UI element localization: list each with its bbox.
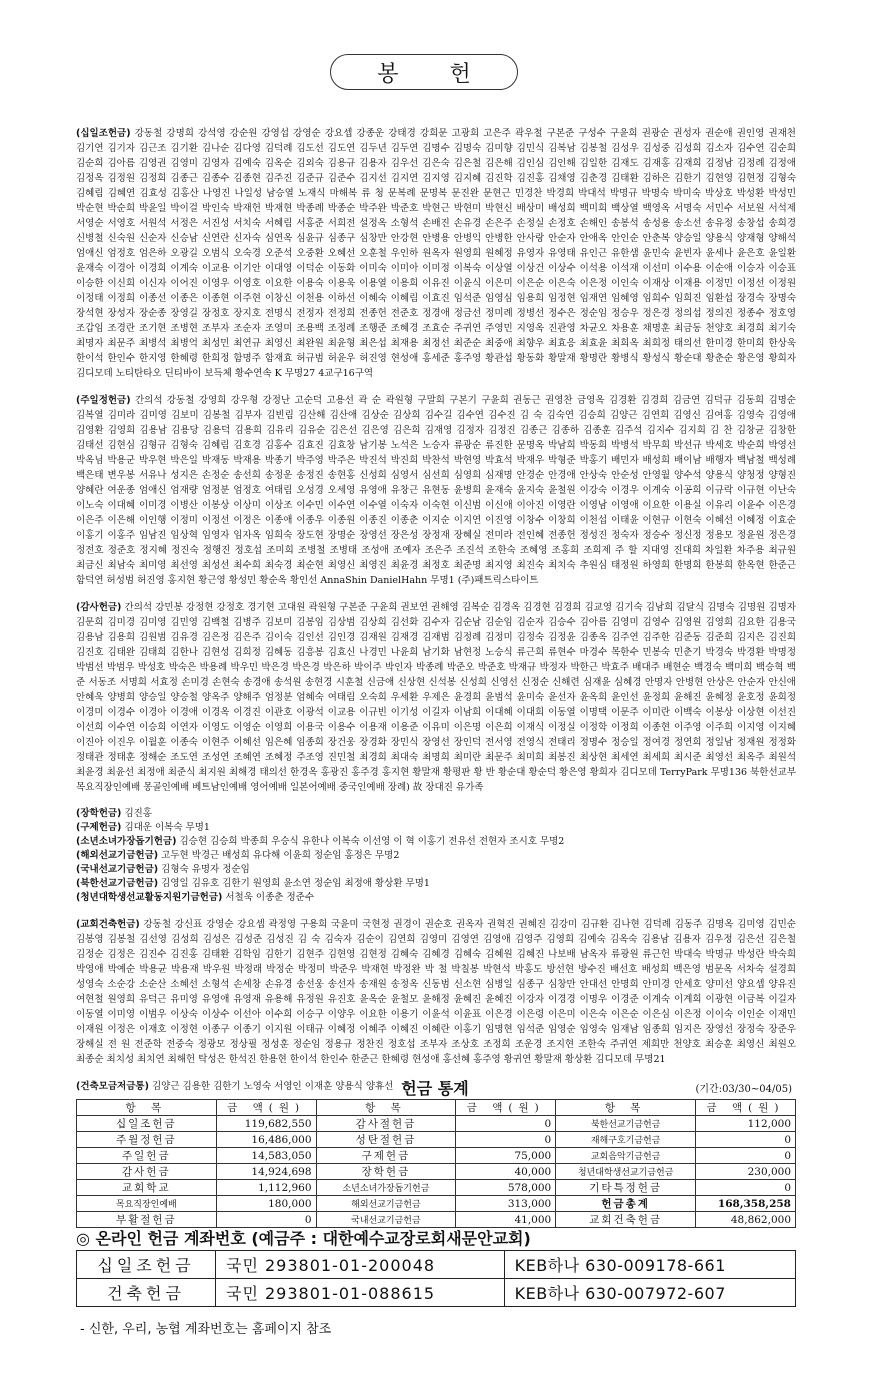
- stat-value: 1,112,960: [216, 1180, 316, 1196]
- category-label: (장학헌금): [76, 808, 122, 819]
- keb-account-number: KEB하나 630-009178-661: [504, 1251, 795, 1279]
- category-label: (감사헌금): [76, 602, 122, 613]
- kb-account-number: 국민 293801-01-200048: [216, 1251, 505, 1279]
- stat-label: 국내선교기금헌금: [316, 1212, 456, 1228]
- stat-value: 119,682,550: [216, 1116, 316, 1132]
- table-header-row: [77, 1100, 796, 1116]
- stat-value: 41,000: [456, 1212, 556, 1228]
- stat-label: 소년소녀가장돕기헌금: [316, 1180, 456, 1196]
- stat-value: 0: [456, 1116, 556, 1132]
- stat-value: 0: [696, 1148, 796, 1164]
- stat-value: 48,862,000: [696, 1212, 796, 1228]
- donor-names: 김형숙 유명자 정순임: [161, 864, 250, 875]
- total-value: 168,358,258: [696, 1196, 796, 1212]
- donor-names: 김진홍: [124, 808, 152, 819]
- list-item: [76, 807, 796, 821]
- stat-value: 40,000: [456, 1164, 556, 1180]
- stats-title: 헌금 통계: [401, 1079, 469, 1098]
- column-header: 금 액(원): [216, 1100, 316, 1116]
- category-label: (교회건축헌금): [76, 919, 140, 930]
- category-label: (소년소녀가장돕기헌금): [76, 836, 177, 847]
- stat-label: 감사헌금: [77, 1164, 217, 1180]
- stat-value: 230,000: [696, 1164, 796, 1180]
- account-table: [76, 1250, 796, 1307]
- list-item: [76, 891, 796, 905]
- table-row: [77, 1196, 796, 1212]
- table-row: [77, 1132, 796, 1148]
- donor-names: 김영일 김유호 김한기 원영희 윤소연 정순임 최정애 황상환 무명1: [161, 878, 430, 889]
- tithe-paragraph: [76, 126, 796, 381]
- stats-table: [76, 1099, 796, 1228]
- category-label: (북한선교기금헌금): [76, 878, 159, 889]
- donor-names: 김대운 이복숙 무명1: [124, 822, 210, 833]
- stat-value: 0: [456, 1132, 556, 1148]
- online-account-title: ◎ 온라인 헌금 계좌번호 (예금주 : 대한예수교장로회새문안교회): [76, 1229, 531, 1248]
- building-paragraph: [76, 917, 796, 1067]
- stat-value: 313,000: [456, 1196, 556, 1212]
- stat-label: 교회학교: [77, 1180, 217, 1196]
- donor-names: 간의석 강민봉 강정현 강정호 경기현 고대원 곽원형 구본준 구윤희 권보연 권해영 김복순 김경옥 김경현 김경희 김교영 김기숙 김남희 김달식 김명숙 김명원 김명자 김문희 김미경 김미영 김민영 김백철 김병주 김보미 김봉임 김상범 김상희 김선화 김수자 김순남 김순임 김순자 김승수 김아름 김영미 김영수 김영원 김영희 김요한 김용국 김용남 김용희 김원범 김유경 김은정 김은주 김이숙 김인선 김인경 김재원 김재경 김재범 김정례 김정미 김정숙 김정윤 김종옥 김주연 김주한 김준동 김준희 김지은 김진희 김진호 김태완 김태희 김한나 김현성 김희정 김혜동 김흥봉 김효신 나경민 나윤희 남기화 남현정 노승식 류근희 류현수 마경수 목한수 민봉숙 민춘기 박경숙 박경환 박명정 박범선 박범우 박성호 박숙은 박용례 박우민 박은경 박은경 박은하 박이주 박인자 박종례 박준오 박준호 박재규 박정자 박한근 박효주 배대주 배현순 백경숙 백미희 백승혁 백 준 서동조 서명희 서효정 손미경 손현숙 송경애 송석원 송현경 시훈철 신금애 신상현 신석봉 신성희 신영선 신정순 신해련 심재윤 심혜경 안명자 안병현 안상은 안순자 안신애 안혜욱 양병희 양승일 양승철 양옥주 양해주 엄정분 엄혜숙 여태림 오숙희 우세환 우제은 윤경희 윤범석 윤미숙 윤선자 윤옥희 윤인선 윤정희 윤해진 윤혜정 윤호정 윤희정 이경미 이경수 이경아 이경애 이경옥 이경진 이관호 이광석 이교용 이규빈 이기성 이길자 이남희 이대혜 이대희 이동열 이명택 이문주 이미란 이백숙 이봉상 이상현 이선진 이선희 이수연 이승희 이연자 이영도 이영순 이영희 이용국 이용수 이용재 이용준 이유미 이은명 이은희 이재식 이정실 이정학 이정희 이종현 이주영 이주희 이지영 이지혜 이진아 이진우 이월훈 이종숙 이현주 이혜선 임은혜 임종희 장건웅 장경화 장민식 장영선 장인덕 전서영 전영식 전태리 정명수 정승일 정여경 정연희 정일남 정재원 정정화 정태관 정태훈 정해순 조도연 조성연 조혜연 조혜정 주조영 진민철 최경희 최대숙 최명희 최미란 최문주 최미희 최봉진 최상현 최세연 최세희 최시준 최영선 최옥주 최원석 최윤경 최윤선 최정애 최준식 최지원 최해경 태의선 한경옥 홍광진 홍주경 홍지현 황말재 황평판 황 반 황순대 황순덕 황은영 황희자 김디모데 TerryPark 무명136 북한선교부 목요직장인예배 몽골인예배 베트남인예배 영어예배 일본어예배 중국인예배 장례) 故 장대진 유가족: [76, 602, 796, 793]
- donor-names: 강동철 강신표 강영순 강요셉 곽정영 구용희 국윤미 국현정 권경이 권순호 권옥자 권혁진 권혜진 김강미 김규환 김나현 김덕례 김동주 김명옥 김미영 김민순 김봉영 김봉철 김선영 김성희 김성은 김성준 김성진 김 숙 김숙자 김순이 김연희 김영미 김영연 김영애 김영주 김영희 김예숙 김옥숙 김용남 김용자 김우정 김은선 김은철 김정순 김정은 김진수 김진홍 김태환 김학임 김한기 김현주 김현영 김현정 김혜숙 김혜경 김혜숙 김혜원 김혜진 나보배 남옥자 류광원 류근헌 박대숙 박명규 박성란 박숙희 박영애 박예순 박용균 박용재 박우원 박정래 박정순 박정미 박준우 박재현 박정완 박 철 박칠봉 박현석 박홍도 방선현 방수진 배선호 배성희 백은영 범문옥 서차숙 설경희 성영숙 소순강 소순산 소혜선 소형석 손세창 손유경 송선웅 송선자 송재원 송정옥 신동범 신소현 심병일 심종구 심창만 안대선 안명희 안미경 안세호 양미선 양요셉 양유진 여현철 원영희 유덕근 유미영 유영애 유영재 유용해 유정원 유진호 윤옥순 윤철모 윤해정 윤혜진 윤혜진 이강자 이경경 이명우 이경준 이계숙 이계희 이광현 이금복 이길자 이동열 이미영 이범우 이상숙 이상수 이선아 이수희 이승구 이양우 이요한 이용기 이윤석 이윤표 이은경 이은령 이은미 이은숙 이은순 이은심 이은정 이이숙 이인순 이재민 이재원 이정은 이재호 이정현 이종구 이종기 이지원 이태규 이혜정 이혜주 이혜진 이혜란 이홍기 임명현 임석준 임영순 임영숙 임재남 임종희 임지은 장영선 장정숙 장준우 장해실 전 원 전준학 전중숙 정광모 정상필 정성훈 정순임 정용규 정찬진 정호섭 조부자 조상호 조정희 조운경 조지현 조한숙 주귀연 제희만 천양호 최승훈 최영신 최원오 최종순 최치성 최치연 최해헌 탁성은 한석진 한용현 한이석 한인수 한준근 한혜령 현성애 홍선혜 홍주영 황귀연 황말재 황상환 김디모데 무명21: [76, 919, 796, 1065]
- stat-label: 청년대학생선교기금헌금: [556, 1164, 696, 1180]
- category-label: (건축모금저금통): [76, 1081, 149, 1092]
- stat-value: 0: [696, 1132, 796, 1148]
- stat-value: 14,924,698: [216, 1164, 316, 1180]
- stat-label: 성탄절헌금: [316, 1132, 456, 1148]
- column-header: 항 목: [316, 1100, 456, 1116]
- category-label: (십일조헌금): [76, 128, 131, 139]
- column-header: 항 목: [77, 1100, 217, 1116]
- donor-names: 서철욱 이종춘 정준수: [225, 892, 315, 903]
- stat-label: 재해구호기금헌금: [556, 1132, 696, 1148]
- stat-value: 112,000: [696, 1116, 796, 1132]
- page-title: 봉 헌: [330, 54, 518, 90]
- stat-label: 주일헌금: [77, 1148, 217, 1164]
- account-label: 건축헌금: [77, 1279, 216, 1307]
- list-item: [76, 877, 796, 891]
- stat-label: 교회건축헌금: [556, 1212, 696, 1228]
- keb-account-number: KEB하나 630-007972-607: [504, 1279, 795, 1307]
- stat-value: 578,000: [456, 1180, 556, 1196]
- donor-names: 김승현 김승희 박종희 우승식 유한나 이복숙 이선영 이 혁 이홍기 전유선 전현자 조시호 무명2: [179, 836, 565, 847]
- account-label: 십일조헌금: [77, 1251, 216, 1279]
- column-header: 금 액(원): [696, 1100, 796, 1116]
- table-row: [77, 1251, 796, 1279]
- stat-value: 180,000: [216, 1196, 316, 1212]
- stat-label: 부활절헌금: [77, 1212, 217, 1228]
- stat-label: 해외선교기금헌금: [316, 1196, 456, 1212]
- stat-value: 14,583,050: [216, 1148, 316, 1164]
- column-header: 항 목: [556, 1100, 696, 1116]
- table-row: [77, 1116, 796, 1132]
- donor-names: 간의석 강동철 강영희 강우형 강정난 고순덕 고용선 곽 순 곽원형 구말희 구본기 구윤희 권동근 권영찬 금영옥 김경환 김경희 김금연 김덕규 김동희 김명순 김복열 김미라 김미영 김보미 김봉철 김부자 김빈림 김산해 김산애 김상순 김상희 김수길 김수연 김수진 김 숙 김숙연 김승희 김양근 김연희 김영신 김여홍 김영숙 김영애 김영환 김영희 김용남 김용당 김용덕 김용희 김유리 김유순 김은선 김은영 김은희 김재영 김정자 김정진 김종근 김종하 김종훈 김주석 김지수 김지희 김 찬 김창균 김창한 김태선 김현심 김형규 김형숙 김혜림 김호경 김홍수 김효진 김효창 남기봉 노석은 노승자 류광순 류진한 문명옥 박남희 박동희 박병석 박무희 박선규 박세호 박순희 박영선 박옥님 박용군 박우현 박은일 박재동 박재용 박종기 박주영 박주은 박진석 박진희 박찬석 박현영 박효석 박재우 박형준 박홍기 배민자 배성희 배이남 배행자 백남철 백성례 백은태 변우봉 서유나 성지은 손정순 송선희 송정운 송정진 송현홍 신성희 심영서 심선희 심영희 심재명 안경순 안경애 안상숙 안순성 안영월 양수석 양용식 양청정 양형진 양혜란 여운종 엄애신 엄재량 엄정분 엄정호 여태림 오성경 오세영 유영애 유창근 유현동 윤병희 윤재숙 윤지숙 윤철원 이강숙 이경우 이계숙 이공희 이규락 이규현 이난숙 이노숙 이대혜 이미경 이병산 이봉상 이상미 이상조 이수민 이수연 이수열 이숙자 이숙현 이신범 이신애 이아진 이영란 이영남 이영애 이요한 이용실 이유리 이윤수 이은경 이은주 이은해 이인행 이정미 이정선 이정은 이종애 이종우 이종원 이종진 이종춘 이지순 이지연 이진영 이창수 이창희 이천섭 이태윤 이현규 이현숙 이혜선 이혜정 이효순 이홍기 이홍주 임남진 임상혁 임영자 임자옥 임희숙 장도현 장명순 장영선 장은성 장정재 장혜실 전미라 전인혜 전종헌 정성진 정숙자 정승수 정신정 정용모 정윤원 정은경 정전호 정준호 정지혜 정진숙 정행진 정호섭 조미희 조병철 조병태 조성애 조예자 조은주 조진석 조한숙 조혜영 조홍희 조희제 주 할 지대영 진대희 차일환 차주용 최규원 최금신 최남숙 최미영 최선영 최성선 최수희 최숙경 최순현 최영신 최영진 최윤경 최정호 최준명 최지영 최진숙 최치숙 추원심 태정원 하영희 한명희 한봉희 한옥현 한준근 함덕연 허성범 허진영 홍지현 황근영 황성민 황순옥 황인선 AnnaShin DanielHahn 무명1 (주)패트릭스타이트: [76, 395, 796, 586]
- list-item: [76, 835, 796, 849]
- sunday-paragraph: [76, 393, 796, 588]
- thanks-paragraph: [76, 600, 796, 795]
- list-item: [76, 863, 796, 877]
- stat-label: 구제헌금: [316, 1148, 456, 1164]
- stat-label: 기타특정헌금: [556, 1180, 696, 1196]
- donor-names: 김양근 김용한 김한기 노영숙 서영인 이재훈 양용식 양휴선: [151, 1081, 394, 1092]
- category-label: (구제헌금): [76, 822, 122, 833]
- donation-list: [76, 126, 796, 1094]
- stat-label: 감사절헌금: [316, 1116, 456, 1132]
- stat-label: 교회음악기금헌금: [556, 1148, 696, 1164]
- donor-names: 고두현 박경근 배성희 유다해 이윤희 정순임 홍정은 무명2: [161, 850, 400, 861]
- stat-label: 목요직장인예배: [77, 1196, 217, 1212]
- category-label: (해외선교기금헌금): [76, 850, 159, 861]
- stats-period: (기간:03/30~04/05): [695, 1084, 792, 1095]
- stat-value: 16,486,000: [216, 1132, 316, 1148]
- special-offerings: [76, 807, 796, 905]
- account-note: - 신한, 우리, 농협 계좌번호는 홈페이지 참조: [80, 1322, 332, 1337]
- column-header: 금 액(원): [456, 1100, 556, 1116]
- total-label: 헌금총계: [556, 1196, 696, 1212]
- stat-value: 0: [696, 1180, 796, 1196]
- category-label: (국내선교기금헌금): [76, 864, 159, 875]
- list-item: [76, 821, 796, 835]
- list-item: [76, 849, 796, 863]
- category-label: (주일정헌금): [76, 395, 131, 406]
- table-row: [77, 1148, 796, 1164]
- category-label: (청년대학생선교활동지원기금헌금): [76, 892, 223, 903]
- stat-label: 북한선교기금헌금: [556, 1116, 696, 1132]
- stat-value: 75,000: [456, 1148, 556, 1164]
- stat-label: 장학헌금: [316, 1164, 456, 1180]
- table-row: [77, 1164, 796, 1180]
- donor-names: 강동철 강명희 강석영 강순원 강영섭 강영순 강요셉 강종운 강태경 강희문 고광희 고은주 곽우철 구본준 구성수 구윤희 권광순 권성자 권순애 권인영 권재천 김기연 김기자 김근조 김기환 김나순 김다영 김덕례 김도선 김도연 김두년 김두연 김명수 김명숙 김미향 김민식 김복남 김봉철 김성우 김성중 김성희 김소자 김수연 김순희 김순희 김아름 김영권 김영미 김영자 김예숙 김옥순 김외숙 김용규 김용자 김우선 김은숙 김은철 김은해 김인심 김인해 김일한 김재도 김재홍 김재희 김정남 김정례 김정애 김정옥 김정원 김정희 김종근 김종수 김종현 김주진 김준규 김준수 김지선 김지연 김지영 김지혜 김진학 김진홍 김채영 김춘경 김태환 김하은 김한기 김현영 김현정 김형숙 김혜림 김혜연 김효성 김홍산 나영진 나일성 남승열 노재식 마해복 류 청 문복례 문명복 문진완 문현근 민경찬 박경희 박대석 박명규 박명숙 박미숙 박상호 박성환 박성민 박순현 박순희 박윤일 박이걸 박인숙 박재헌 박재현 박종례 박종순 박주완 박준호 박현근 박현미 박현신 배상미 배성희 백미희 백상열 백영옥 서명숙 서민수 서보원 서석제 서영순 서영호 서원석 서정은 서진성 서치숙 서혜림 서홍준 서희전 설정옥 소형석 손배진 손유경 손은주 손정실 손정호 손해인 송봉석 송성용 송소선 송유정 송창섭 송희경 신병철 신숙원 신순자 신승남 신연란 신자숙 심연옥 심윤규 심종구 심창만 안강현 안병용 안병익 안병한 안사랑 안순자 안애옥 안인순 안춘복 양승일 양용식 양재형 양해석 엄애신 엄정호 엄은하 오광길 오범식 오숙경 오준석 오중환 오혜선 오훈철 우인하 원옥자 원영희 원혜정 유영자 유영태 유인근 유한샘 윤민숙 윤빈자 윤세나 윤은호 윤일환 윤재숙 이경아 이경희 이계숙 이교용 이기안 이대영 이덕순 이동화 이미숙 이미아 이미정 이복숙 이상열 이상건 이상수 이석용 이석재 이선미 이수용 이순애 이승자 이승표 이승한 이신희 이신자 이어진 이영우 이영호 이요한 이용숙 이용욱 이용열 이용희 이유진 이윤식 이은미 이은순 이은숙 이은정 이인숙 이재상 이재용 이정민 이정선 이정원 이정태 이정희 이종선 이종은 이종현 이주현 이창신 이천용 이하선 이혜숙 이혜림 이효진 임석준 임영심 임용희 임정현 임재연 임혜영 임희수 임희진 임환섭 장경숙 장명숙 장석현 장성자 장순종 장영길 장정호 장지호 전명식 전정자 전정희 전종헌 전준호 정경애 정금선 정미례 정병선 정수은 정순임 정승우 정은경 정의섭 정의진 정종수 정호영 조갑임 조경란 조기현 조병현 조부자 조순자 조영미 조용백 조정례 조행준 조혜경 조효순 주귀연 주영민 지영옥 진관영 차균오 차용훈 채명훈 최금동 천양호 최경희 최기숙 최명자 최문주 최병석 최병억 최성민 최연규 최영신 최완원 최윤형 최은섭 최재용 최정선 최준순 최중애 최향우 최효응 최효윤 최희옥 최희정 태의선 한미경 한미희 한상욱 한이석 한인수 한지영 한혜령 한희정 함명주 함재효 허규범 허윤우 허진영 현성애 홍세준 홍주영 황관섭 황동화 황말재 황명란 황병식 황성식 황순대 황춘순 황은영 황희자 김디모데 노티탄타오 딘티바이 보득체 황수연속 K 무명27 4교구16구역: [76, 128, 796, 379]
- stat-label: 십일조헌금: [77, 1116, 217, 1132]
- table-row: [77, 1279, 796, 1307]
- kb-account-number: 국민 293801-01-088615: [216, 1279, 505, 1307]
- stat-label: 주월정헌금: [77, 1132, 217, 1148]
- stat-value: 0: [216, 1212, 316, 1228]
- table-row: [77, 1180, 796, 1196]
